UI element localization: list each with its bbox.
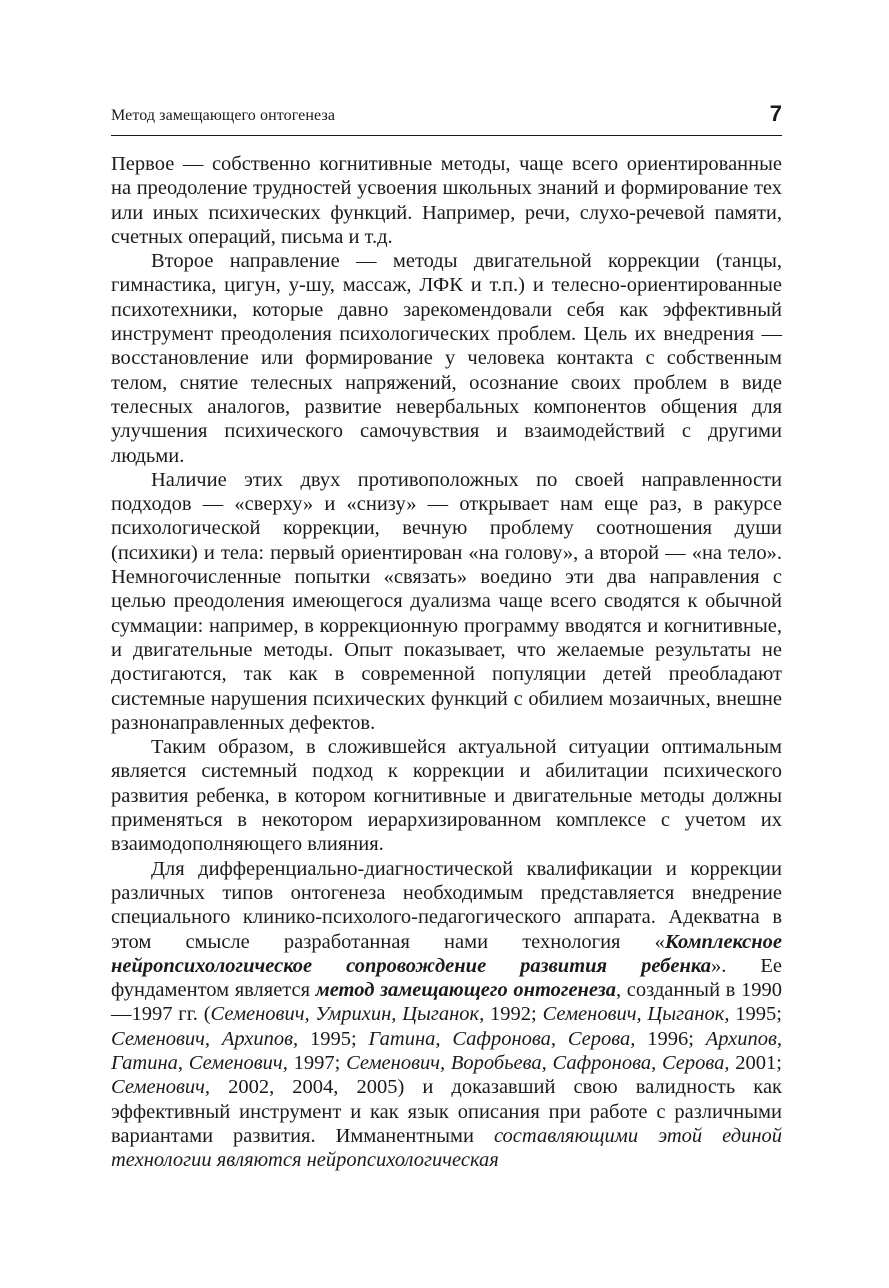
citation-year: 2002, 2004, 2005 bbox=[210, 1076, 398, 1099]
citation-authors: Семенович, Умрихин, Цыганок, bbox=[210, 1003, 485, 1026]
citation-authors: Семенович, Цыганок, bbox=[542, 1003, 730, 1026]
citation-authors: Семенович, Архипов, bbox=[111, 1027, 299, 1050]
paragraph-first-method: Первое — собственно когнитивные методы, чаще всего ориентированные на преодоление трудностей усвоения школьных знаний и формирование тех или иных психических функций. Например, речи, слухо-речевой памяти, счетных операций, письма и т.д. bbox=[111, 153, 782, 248]
citation-year: 2001; bbox=[729, 1051, 782, 1074]
running-title: Метод замещающего онтогенеза bbox=[111, 107, 336, 124]
paragraph-second-method: Второе направление — методы двигательной коррекции (танцы, гимнастика, цигун, у-шу, массаж, ЛФК и т.п.) и телесно-ориентированные психотехники, которые давно зарекомендовали себя как эффективный инструмент преодоления психологических проблем. Цель их внедрения — восстановление или формирование у человека контакта с собственным телом, снятие телесных напряжений, осознание своих проблем в виде телесных аналогов, развитие невербальных компонентов общения для улучшения психического самочувствия и взаимодействий с другими людьми. bbox=[111, 250, 782, 467]
technology-text-2: ». Ее фундаментом является bbox=[111, 954, 782, 1002]
citation-year: 1996; bbox=[635, 1027, 706, 1050]
citation-authors: Семенович, bbox=[111, 1076, 211, 1099]
body-text bbox=[111, 152, 782, 1172]
technology-text-3: , созданный в 1990—1997 гг. ( bbox=[111, 979, 782, 1026]
page-number: 7 bbox=[769, 101, 782, 126]
technology-name: Комплексное нейропсихологическое сопровождение развития ребенка bbox=[111, 930, 782, 977]
running-header bbox=[111, 101, 782, 136]
citation-year: 1997; bbox=[287, 1051, 347, 1074]
method-name: метод замещающего онтогенеза bbox=[315, 979, 616, 1002]
trailing-italic: составляющими этой единой технологии являются нейропсихологическая bbox=[111, 1124, 782, 1172]
citation-year: 1995; bbox=[729, 1003, 782, 1026]
citation-authors: Гатина, Сафронова, Серова, bbox=[368, 1027, 636, 1050]
technology-text-1: Для дифференциально-диагностической квалификации и коррекции различных типов онтогенеза необходимым представляется внедрение специального клинико-психолого-педагогического аппарата. Адекватна в этом смысле разработанная нами технология « bbox=[111, 857, 782, 953]
citation-year: 1995; bbox=[298, 1027, 369, 1050]
paragraph-systemic-approach: Таким образом, в сложившейся актуальной ситуации оптимальным является системный подход к коррекции и абилитации психического развития ребенка, в котором когнитивные и двигательные методы должны применяться в некотором иерархизированном комплексе с учетом их взаимодополняющего влияния. bbox=[111, 736, 782, 856]
technology-text-4: ) и доказавший свою валидность как эффективный инструмент и как язык описания при работе с различными вариантами развития. Имманентными bbox=[111, 1076, 782, 1147]
paragraph-technology bbox=[111, 857, 782, 1173]
paragraph-dualism: Наличие этих двух противоположных по своей направленности подходов — «сверху» и «снизу» — открывает нам еще раз, в ракурсе психологической коррекции, вечную проблему соотношения души (психики) и тела: первый ориентирован «на голову», а второй — «на тело». Немногочисленные попытки «связать» воедино эти два направления с целью преодоления имеющегося дуализма чаще всего сводятся к обычной суммации: например, в коррекционную программу вводятся и когнитивные, и двигательные методы. Опыт показывает, что желаемые результаты не достигаются, так как в современной популяции детей преобладают системные нарушения психических функций с обилием мозаичных, внешне разнонаправленных дефектов. bbox=[111, 468, 782, 734]
citation-year: 1992; bbox=[484, 1003, 543, 1026]
citation-authors: Семенович, Воробьева, Сафронова, Серова, bbox=[346, 1051, 730, 1074]
citation-authors: Архипов, Гатина, Семенович, bbox=[111, 1027, 783, 1074]
